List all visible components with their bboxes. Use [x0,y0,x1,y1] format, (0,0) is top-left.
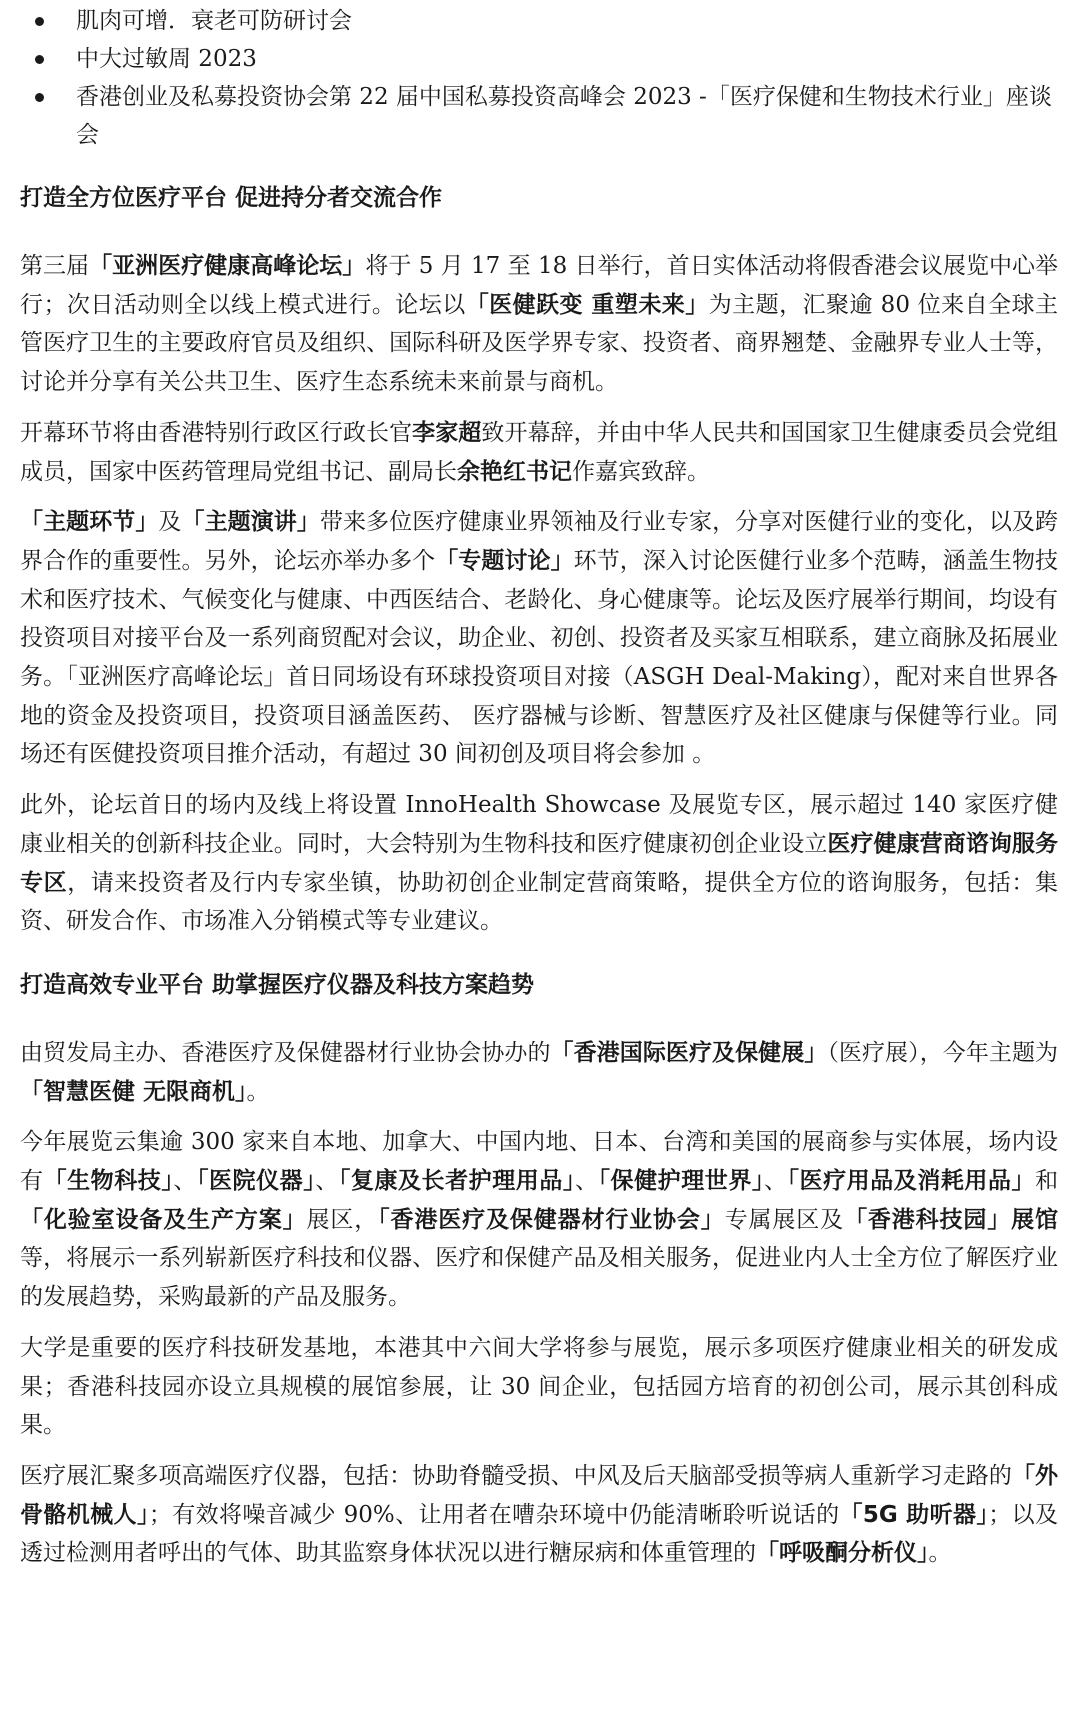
text-run: 开幕环节将由香港特别行政区行政长官 [20,419,413,446]
text-run: 医疗展汇聚多项高端医疗仪器，包括：协助脊髓受损、中风及后天脑部受损等病人重新学习走路的 [20,1462,1012,1489]
text-run: 为主题，汇聚逾 80 位来自全球主管医疗卫生的主要政府官员及组织、国际科研及医学界专家、投资者、商界翘楚、金融界专业人士等，讨论并分享有关公共卫生、医疗生态系统未来前景与商机。 [20,291,1059,396]
text-run: 、 [315,1168,339,1195]
text-run: （医疗展），今年主题为 [827,1039,1059,1066]
text-run: 、 [173,1168,197,1195]
text-run: 专属展区及 [724,1206,845,1233]
bullet-dot-icon [35,55,44,64]
text-run: ，请来投资者及行内专家坐镇，协助初创企业制定营商策略，提供全方位的谘询服务，包括：集资、研发合作、市场准入分销模式等专业建议。 [20,869,1059,935]
bold-text: 「香港科技园」展馆 [844,1206,1059,1233]
text-run: 此外，论坛首日的场内及线上将设置 InnoHealth Showcase 及展览专区，展示超过 140 家医疗健康业相关的创新科技企业。同时，大会特别为生物科技和医疗健康初创企业设立 [20,792,1058,857]
text-run: 致开幕辞，并由中华人民共和国国家卫生健康委员会党组成员，国家中医药管理局党组书记、副局长 [20,419,1059,485]
text-run: 等，将展示一系列崭新医疗科技和仪器、医疗和保健产品及相关服务，促进业内人士全方位了解医疗业的发展趋势，采购最新的产品及服务。 [20,1245,1058,1311]
text-run: 、 [763,1168,788,1195]
list-item-text: 中大过敏周 2023 [76,46,257,72]
bold-text: 「医健跃变 重塑未来」 [465,291,709,318]
text-run: 。 [246,1078,270,1105]
text-run: 由贸发局主办、香港医疗及保健器材行业协会协办的 [20,1039,551,1066]
paragraph [20,247,1058,402]
bold-text: 「化验室设备及生产方案」 [20,1206,307,1233]
paragraph [20,503,1058,774]
paragraph [20,786,1058,941]
list-item [20,40,1058,78]
bold-text: 「保健护理世界」 [598,1168,764,1195]
bold-text: 「呼吸酮分析仪」 [756,1540,929,1567]
text-run: 第三届 [20,253,90,279]
paragraph [20,1457,1058,1573]
bold-text: 「亚洲医疗健康高峰论坛」 [89,253,366,279]
list-item [20,78,1058,154]
bullet-dot-icon [35,93,44,102]
text-run: 。 [928,1540,952,1567]
bold-text: 「5G 助听器」 [839,1501,989,1528]
text-run: 大学是重要的医疗科技研发基地，本港其中六间大学将参与展览，展示多项医疗健康业相关的研发成果；香港科技园亦设立具规模的展馆参展，让 30 间企业，包括园方培育的初创公司，展示其创科成果。 [20,1334,1058,1439]
bold-text: 「外骨骼机械人」 [20,1462,1059,1528]
text-run: 展区， [306,1206,379,1233]
bold-text: 「医院仪器」 [196,1168,316,1195]
paragraph [20,1123,1058,1317]
bullet-dot-icon [35,17,44,26]
list-item [20,2,1058,40]
bold-text: 李家超 [412,419,482,446]
text-run: ；有效将噪音减少 90%、让用者在嘈杂环境中仍能清晰聆听说话的 [148,1501,840,1528]
bold-text: 「香港医疗及保健器材行业协会」 [378,1206,725,1233]
text-run: ；以及透过检测用者呼出的气体、助其监察身体状况以进行糖尿病和体重管理的 [20,1501,1059,1567]
section-heading: 打造高效专业平台 助掌握医疗仪器及科技方案趋势 [20,971,535,998]
bold-text: 「主题演讲」 [181,509,320,536]
text-run: 环节，深入讨论医健行业多个范畴，涵盖生物技术和医疗技术、气候变化与健康、中西医结合、老龄化、身心健康等。论坛及医疗展举行期间，均设有投资项目对接平台及一系列商贸配对会议，助企业、初创、投资者及买家互相联系，建立商脉及拓展业务。「亚洲医疗高峰论坛」首日同场设有环球投资项目对接（ASGH Deal-Making），配对来自世界各地的资金及投资项目，投资项目涵盖医药、 医疗器械与诊断、智慧医疗及社区健康与保健等行业。同场还有医健投资项目推介活动，有超过 30 间初创及项目将会参加 。 [20,547,1059,768]
paragraph [20,1034,1058,1111]
list-item-text: 肌肉可增．衰老可防研讨会 [76,8,352,34]
bold-text: 「专题讨论」 [435,547,574,574]
bold-text: 「复康及长者护理用品」 [338,1168,575,1195]
text-run: 作嘉宾致辞。 [572,458,710,485]
text-run: 将于 5 月 17 至 18 日举行，首日实体活动将假香港会议展览中心举行；次日活动则全以线上模式进行。论坛以 [20,253,1059,318]
bold-text: 余艳红书记 [457,458,572,485]
bold-text: 「生物科技」 [43,1168,174,1195]
bold-text: 「智慧医健 无限商机」 [20,1078,247,1105]
section-heading: 打造全方位医疗平台 促进持分者交流合作 [20,185,443,211]
bold-text: 「主题环节」 [20,509,159,536]
bold-text: 「医疗用品及消耗用品」 [787,1168,1036,1195]
bold-text: 医疗健康营商谘询服务专区 [20,830,1059,896]
event-list [20,2,1058,154]
paragraph [20,1329,1058,1445]
list-item-text: 香港创业及私募投资协会第 22 届中国私募投资高峰会 2023 -「医疗保健和生物技术行业」座谈会 [76,84,1052,148]
bold-text: 「香港国际医疗及保健展」 [550,1039,828,1066]
text-run: 和 [1035,1168,1059,1195]
paragraph [20,414,1058,491]
text-run: 带来多位医疗健康业界领袖及行业专家，分享对医健行业的变化，以及跨界合作的重要性。另外，论坛亦举办多个 [20,509,1059,574]
text-run: 今年展览云集逾 300 家来自本地、加拿大、中国内地、日本、台湾和美国的展商参与实体展，场内设有 [20,1129,1058,1195]
text-run: 及 [158,509,182,536]
text-run: 、 [574,1168,599,1195]
